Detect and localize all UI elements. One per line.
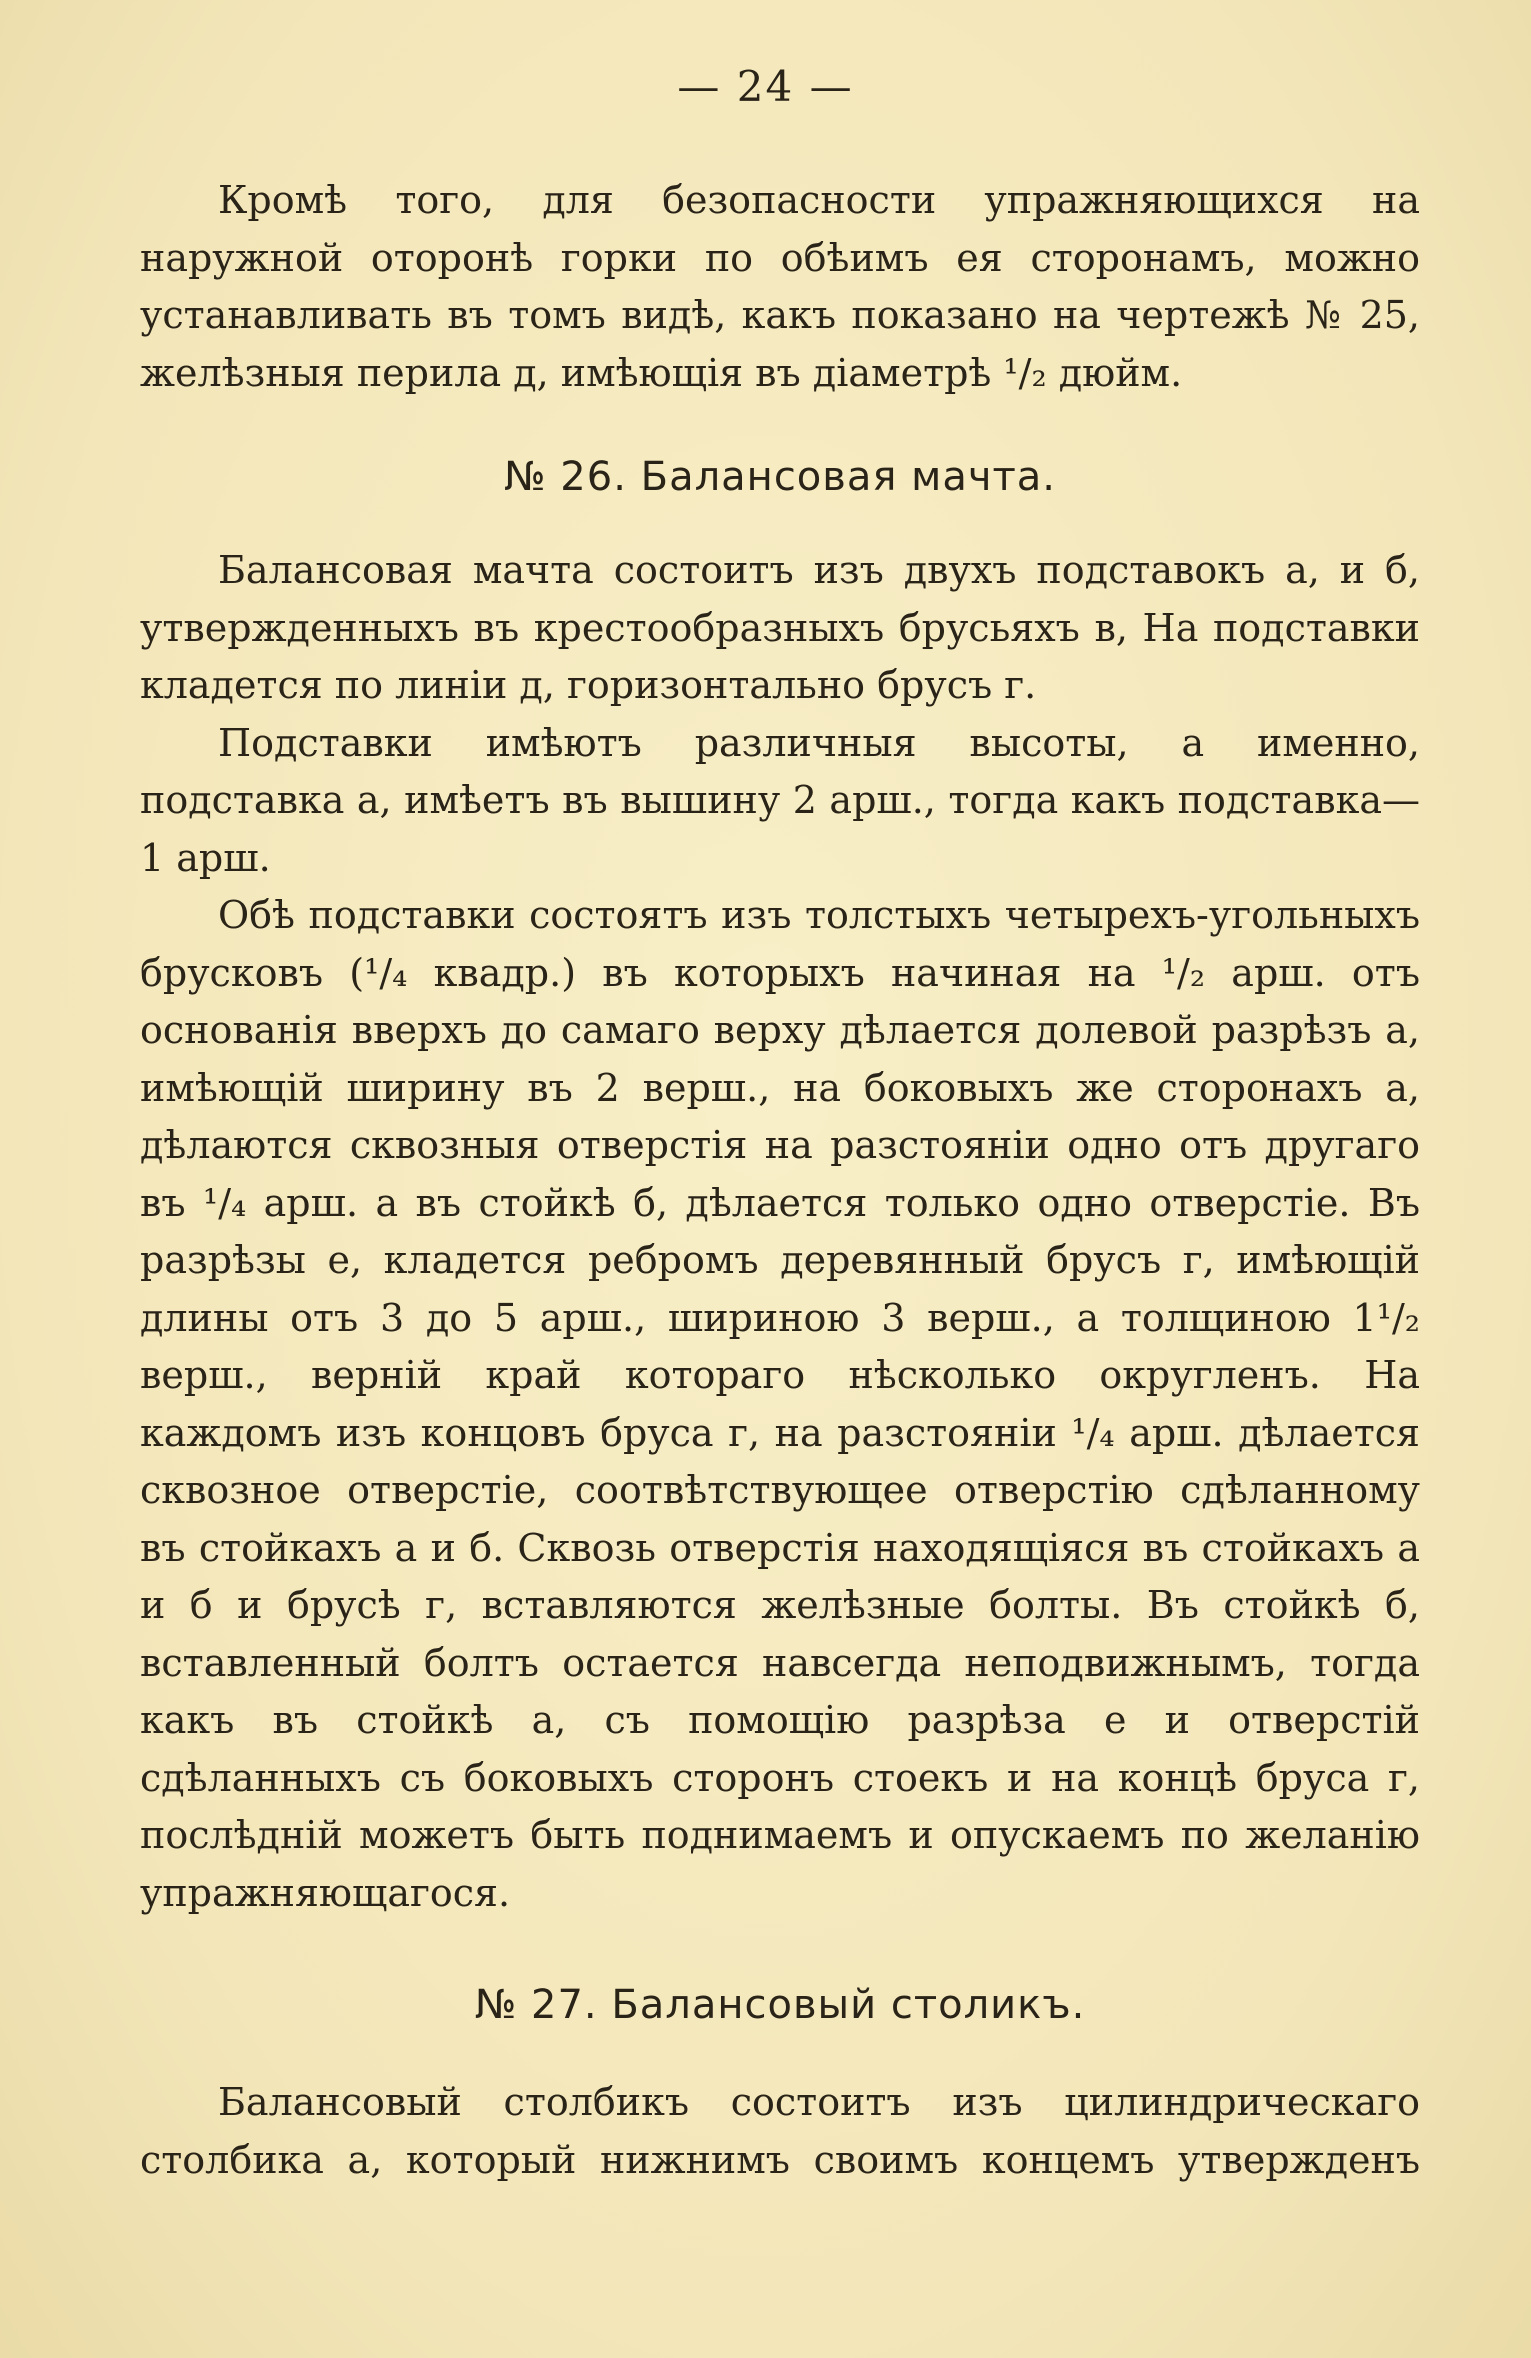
page-content: [140, 172, 1420, 2189]
section-heading-27: № 27. Балансовый столикъ.: [474, 1982, 1086, 2028]
section-26-paragraph-3: Обѣ подставки состоятъ изъ толстыхъ четырехъ-угольныхъ брусковъ (¹/₄ квадр.) въ которыхъ начиная на ¹/₂ арш. отъ основанія вверхъ до самаго верху дѣлается долевой разрѣзъ а, имѣющій ширину въ 2 верш., на боковыхъ же сторонахъ а, дѣлаются сквозныя отверстія на разстояніи одно отъ другаго въ ¹/₄ арш. а въ стойкѣ б, дѣлается только одно отверстіе. Въ разрѣзы е, кладется ребромъ деревянный брусъ г, имѣющій длины отъ 3 до 5 арш., шириною 3 верш., а толщиною 1¹/₂ верш., верній край котораго нѣсколько округленъ. На каждомъ изъ концовъ бруса г, на разстояніи ¹/₄ арш. дѣлается сквозное отверстіе, соотвѣтствующее отверстію сдѣланному въ стойкахъ а и б. Сквозь отверстія находящіяся въ стойкахъ а и б и брусѣ г, вставляются желѣзные болты. Въ стойкѣ б, вставленный болтъ остается навсегда неподвижнымъ, тогда какъ въ стойкѣ а, съ помощію разрѣза е и отверстій сдѣланныхъ съ боковыхъ сторонъ стоекъ и на концѣ бруса г, послѣдній можетъ быть поднимаемъ и опускаемъ по желанію упражняющагося.: [140, 893, 1420, 1915]
page-number: — 24 —: [677, 62, 854, 111]
section-26-paragraph-1: Балансовая мачта состоитъ изъ двухъ подставокъ а, и б, утвержденныхъ въ крестообразныхъ брусьяхъ в, На подставки кладется по линіи д, горизонтально брусъ г.: [140, 548, 1420, 707]
section-26-paragraph-2: Подставки имѣютъ различныя высоты, а именно, подставка а, имѣетъ въ вышину 2 арш., тогда какъ подставка—1 арш.: [140, 720, 1420, 880]
section-27-paragraph-1: Балансовый столбикъ состоитъ изъ цилиндрическаго столбика а, который нижнимъ своимъ концемъ утвержденъ: [140, 2080, 1420, 2182]
section-heading-26: № 26. Балансовая мачта.: [503, 454, 1056, 500]
intro-paragraph: Кромѣ того, для безопасности упражняющихся на наружной оторонѣ горки по обѣимъ ея сторонамъ, можно устанавливать въ томъ видѣ, какъ показано на чертежѣ № 25, желѣзныя перила д, имѣющія въ діаметрѣ ¹/₂ дюйм.: [140, 178, 1420, 395]
